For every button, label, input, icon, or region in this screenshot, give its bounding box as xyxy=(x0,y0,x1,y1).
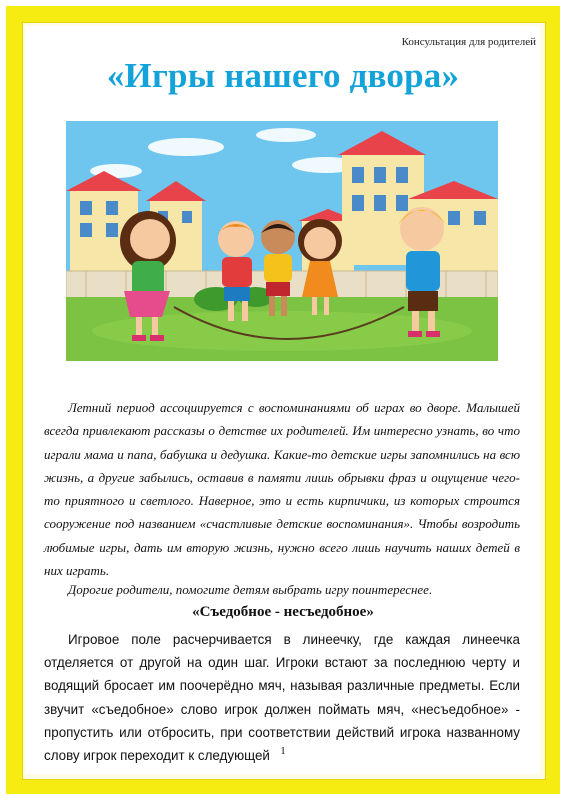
children-playing-illustration xyxy=(66,121,498,361)
page-number: 1 xyxy=(280,745,286,757)
intro-text: Летний период ассоциируется с воспоминаниями об играх во дворе. Малышей всегда привлекают рассказы о детстве их родителей. Им интересно узнать, во что играли мама и папа, бабушка и дедушка. Какие-то детские игры запомнились на всю жизнь, а другие забылись, оставив в памяти лишь обрывки фраз и ощущение чего-то приятного и светлого. Наверное, это и есть кирпичики, из которых строится сооружение под названием «счастливые детские воспоминания». Чтобы возродить любимые игры, дать им вторую жизнь, нужно всего лишь научить наших детей в них играть. xyxy=(44,400,520,579)
game-description: Игровое поле расчерчивается в линеечку, где каждая линеечка отделяется от другой на один шаг. Игроки встают за последнюю черту и водящий бросает им поочерёдно мяч, называя различные предметы. Если звучит «съедобное» слово игрок должен поймать мяч, «несъедобное» - пропустить или отбросить, при соответствии действий игрока названному слову игрок переходит к следующей xyxy=(44,632,520,764)
intro-paragraph xyxy=(44,396,520,582)
game-title: «Съедобное - несъедобное» xyxy=(192,604,374,620)
page-title: «Игры нашего двора» xyxy=(106,56,460,95)
parents-note: Дорогие родители, помогите детям выбрать игру поинтереснее. xyxy=(68,582,433,597)
header-note: Консультация для родителей xyxy=(401,36,536,48)
